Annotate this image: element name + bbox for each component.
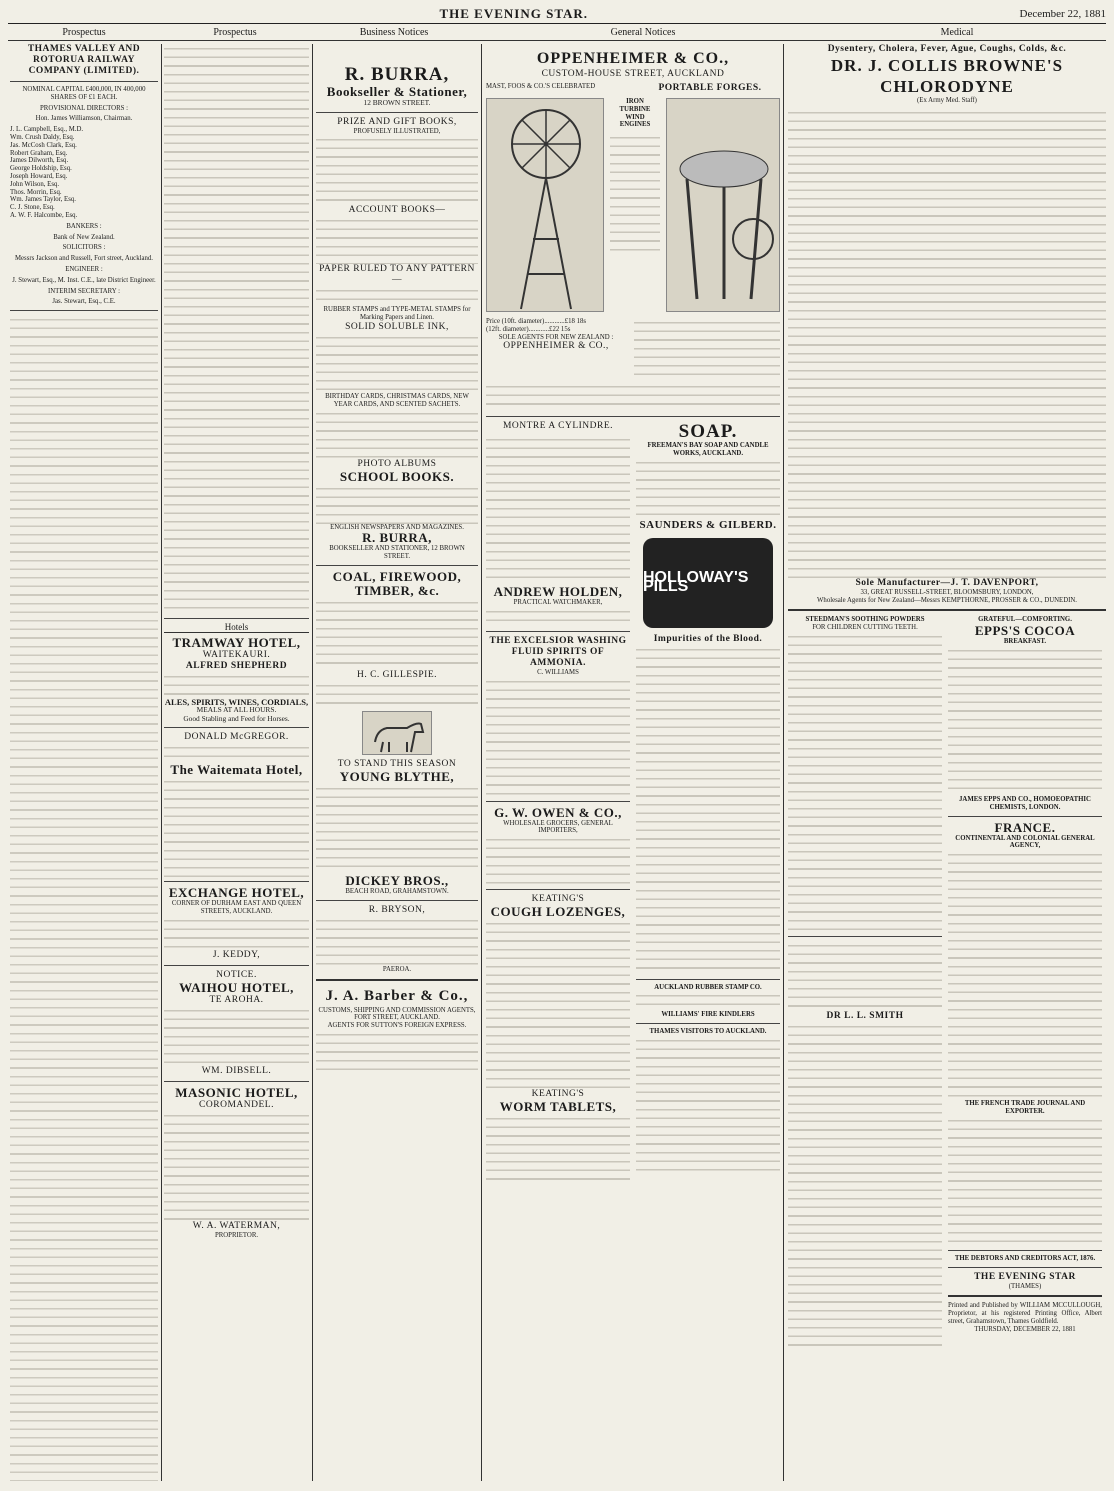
tramway-hotel: TRAMWAY HOTEL, <box>172 634 301 650</box>
steedman-sub: FOR CHILDREN CUTTING TEETH. <box>812 624 918 632</box>
soap-heading: SOAP. <box>678 421 738 442</box>
magazines: ENGLISH NEWSPAPERS AND MAGAZINES. <box>330 523 464 531</box>
owen-co: G. W. OWEN & CO., <box>494 804 622 820</box>
williams-name: C. WILLIAMS <box>537 668 579 676</box>
keatings-label: KEATING'S <box>531 894 585 905</box>
solid-ink: SOLID SOLUBLE INK, <box>345 321 449 332</box>
saunders-gilberd: SAUNDERS & GILBERD. <box>639 518 777 531</box>
solicitors-heading: SOLICITORS : <box>62 244 106 252</box>
secretary: Jas. Stewart, Esq., C.E. <box>52 298 116 306</box>
holloway-seal-illustration <box>643 538 773 628</box>
mcgregor-name: DONALD McGREGOR. <box>184 732 289 743</box>
bankers: Bank of New Zealand. <box>53 233 115 241</box>
barber-address: FORT STREET, AUCKLAND. <box>354 1014 440 1022</box>
list-item: Robert Graham, Esq. <box>10 149 68 157</box>
list-item: Wm. James Taylor, Esq. <box>10 196 76 204</box>
burra-title: R. BURRA, <box>344 64 450 85</box>
engines-label: IRON TURBINE WIND ENGINES <box>619 98 651 129</box>
masonic-location: COROMANDEL. <box>199 1099 274 1110</box>
thames-label: (THAMES) <box>1008 1282 1042 1290</box>
burra-repeat: R. BURRA, <box>362 530 432 546</box>
dickey-address: BEACH ROAD, GRAHAMSTOWN. <box>345 887 449 895</box>
list-item: James Dilworth, Esq. <box>10 157 69 165</box>
excelsior-fluid: THE EXCELSIOR WASHING FLUID SPIRITS OF AMMONIA. <box>489 635 627 668</box>
kempthorne-agents: Wholesale Agents for New Zealand—Messrs KEMPTHORNE, PROSSER & CO., DUNEDIN. <box>817 596 1077 604</box>
forge-illustration <box>666 98 780 312</box>
column-rule <box>783 44 784 1481</box>
prospectus-body-text <box>10 315 158 1481</box>
chlorodyne-text <box>788 108 1106 578</box>
column-rule <box>161 44 162 1481</box>
barber-subtitle: CUSTOMS, SHIPPING AND COMMISSION AGENTS, <box>318 1006 476 1014</box>
young-blythe: YOUNG BLYTHE, <box>339 768 455 784</box>
engineer-heading: ENGINEER : <box>65 265 103 273</box>
montre-cylindre: MONTRE A CYLINDRE. <box>502 421 614 431</box>
paper-ruled: PAPER RULED TO ANY PATTERN— <box>319 264 475 286</box>
masonic-hotel: MASONIC HOTEL, <box>175 1084 298 1100</box>
shepherd-name: ALFRED SHEPHERD <box>185 660 288 671</box>
ales-line: ALES, SPIRITS, WINES, CORDIALS, <box>164 696 309 707</box>
account-books: ACCOUNT BOOKS— <box>348 205 446 216</box>
stand-season: TO STAND THIS SEASON <box>337 758 457 769</box>
steedman-powders: STEEDMAN'S SOOTHING POWDERS <box>805 616 925 624</box>
prize-books: PRIZE AND GIFT BOOKS, <box>337 116 457 127</box>
section-head-4: General Notices <box>478 27 808 41</box>
davenport-address: 33, GREAT RUSSELL-STREET, BLOOMSBURY, LONDON, <box>860 588 1034 596</box>
birthday-cards: BIRTHDAY CARDS, CHRISTMAS CARDS, NEW YEAR CARDS, AND SCENTED SACHETS. <box>325 392 469 408</box>
section-head-2: Prospectus <box>160 27 310 41</box>
list-item: C. J. Stone, Esq. <box>10 204 55 212</box>
coal-heading: COAL, FIREWOOD, TIMBER, &c. <box>332 568 462 598</box>
french-trade-journal: THE FRENCH TRADE JOURNAL AND EXPORTER. <box>964 1100 1086 1115</box>
waterman-name: W. A. WATERMAN, <box>192 1220 281 1231</box>
epps-cocoa: EPPS'S COCOA <box>974 623 1076 639</box>
list-item: A. W. F. Halcombe, Esq. <box>10 211 78 219</box>
column-medical <box>788 44 1106 1481</box>
freemans-bay: FREEMAN'S BAY SOAP AND CANDLE WORKS, AUCKLAND. <box>647 442 769 457</box>
holloway-seal-text: HOLLOWAY'S PILLS <box>643 569 749 595</box>
directors-list <box>10 126 158 220</box>
sole-agents: SOLE AGENTS FOR NEW ZEALAND : <box>498 333 614 341</box>
section-head-3: Business Notices <box>310 27 478 41</box>
column-rule <box>481 44 482 1481</box>
dibsell-name: WM. DIBSELL. <box>201 1065 272 1076</box>
grateful-comforting: GRATEFUL—COMFORTING. <box>978 616 1072 624</box>
exchange-location: CORNER OF DURHAM EAST AND QUEEN STREETS, AUCKLAND. <box>171 900 302 916</box>
burra-subtitle: Bookseller & Stationer, <box>326 84 468 99</box>
meals-line: MEALS AT ALL HOURS. <box>196 705 277 715</box>
waihou-hotel: WAIHOU HOTEL, <box>179 979 294 995</box>
impurities-blood: Impurities of the Blood. <box>653 633 763 644</box>
hotels-heading: Hotels <box>164 623 309 633</box>
cough-lozenges: COUGH LOZENGES, <box>490 904 626 920</box>
france-heading: FRANCE. <box>994 819 1056 835</box>
windmill-illustration <box>486 98 604 312</box>
epps-company: JAMES EPPS AND CO., HOMOEOPATHIC CHEMISTS, LONDON. <box>959 795 1091 811</box>
bryson-name: R. BRYSON, <box>368 904 426 915</box>
dysentery-heading: Dysentery, Cholera, Fever, Ague, Coughs, Colds, &c. <box>827 44 1067 54</box>
portable-forges: PORTABLE FORGES. <box>658 83 762 93</box>
army-staff: (Ex Army Med. Staff) <box>917 97 977 104</box>
burra-address: 12 BROWN STREET. <box>363 98 431 107</box>
gillespie-name: H. C. GILLESPIE. <box>356 669 438 680</box>
nominal-capital: NOMINAL CAPITAL £400,000, IN 400,000 SHARES OF £1 EACH. <box>22 86 146 101</box>
list-item: Joseph Howard, Esq. <box>10 172 68 180</box>
imprint-date: THURSDAY, DECEMBER 22, 1881 <box>974 1325 1076 1333</box>
rubber-stamp-co: AUCKLAND RUBBER STAMP CO. <box>654 983 762 991</box>
debtors-act: THE DEBTORS AND CREDITORS ACT, 1876. <box>954 1254 1096 1262</box>
tramway-location: WAITEKAURI. <box>202 649 271 660</box>
column-general-notices <box>486 44 780 1481</box>
printer-imprint: Printed and Published by WILLIAM MCCULLOUGH, Proprietor, at his registered Printing Office, Albert street, Grahamstown, Thames Goldfield. <box>948 1302 1102 1325</box>
list-item: J. L. Campbell, Esq., M.D. <box>10 126 84 134</box>
notice-heading: NOTICE. <box>216 969 257 980</box>
list-item: John Wilson, Esq. <box>10 180 60 188</box>
masthead <box>8 4 1106 24</box>
waitemata-hotel: The Waitemata Hotel, <box>170 762 303 778</box>
section-head-5: Medical <box>808 27 1106 41</box>
keatings-label-2: KEATING'S <box>531 1089 585 1100</box>
customs-street: CUSTOM-HOUSE STREET, AUCKLAND <box>541 69 725 79</box>
list-item: Jas. McCosh Clark, Esq. <box>10 141 77 149</box>
evening-star-label: THE EVENING STAR <box>974 1271 1076 1282</box>
mast-foos: MAST, FOOS & CO.'S CELEBRATED <box>486 83 596 90</box>
directors-heading: PROVISIONAL DIRECTORS : <box>40 104 128 112</box>
thames-visitors: THAMES VISITORS TO AUCKLAND. <box>649 1028 767 1036</box>
keddy-name: J. KEDDY, <box>212 949 261 960</box>
collis-browne-title: DR. J. COLLIS BROWNE'S CHLORODYNE <box>830 56 1064 96</box>
school-books: SCHOOL BOOKS. <box>339 468 455 484</box>
burra-repeat-sub: BOOKSELLER AND STATIONER, 12 BROWN STREET. <box>329 545 465 561</box>
exchange-hotel: EXCHANGE HOTEL, <box>168 885 305 901</box>
price-12ft: (12ft. diameter)............£22 15s <box>486 325 571 333</box>
photo-albums: PHOTO ALBUMS <box>357 458 437 469</box>
price-10ft: Price (10ft. diameter)............£18 18s <box>486 318 587 325</box>
rubber-stamps: RUBBER STAMPS and TYPE-METAL STAMPS for Marking Papers and Linen. <box>323 306 471 322</box>
column-prospectus-1 <box>10 44 158 1481</box>
davenport-manufacturer: Sole Manufacturer—J. T. DAVENPORT, <box>855 577 1039 588</box>
section-headings <box>8 27 1106 41</box>
list-item: George Holdship, Esq. <box>10 165 72 173</box>
oppenheimer-repeat: OPPENHEIMER & CO., <box>503 341 609 352</box>
bankers-heading: BANKERS : <box>66 222 102 230</box>
proprietor-label: PROPRIETOR. <box>214 1231 259 1239</box>
secretary-heading: INTERIM SECRETARY : <box>47 287 121 295</box>
column-rule <box>312 44 313 1481</box>
worm-tablets: WORM TABLETS, <box>499 1099 617 1115</box>
engineer: J. Stewart, Esq., M. Inst. C.E., late District Engineer. <box>12 276 156 284</box>
railway-title: THAMES VALLEY AND ROTORUA RAILWAY COMPANY (LIMITED). <box>27 44 141 76</box>
solicitors: Messrs Jackson and Russell, Fort street, Auckland. <box>15 255 153 263</box>
section-head-1: Prospectus <box>8 27 160 41</box>
continental-agency: CONTINENTAL AND COLONIAL GENERAL AGENCY, <box>955 834 1095 850</box>
stabling-line: Good Stabling and Feed for Horses. <box>183 713 290 723</box>
fire-kindlers: WILLIAMS' FIRE KINDLERS <box>661 1011 755 1019</box>
owen-subtitle: WHOLESALE GROCERS, GENERAL IMPORTERS, <box>503 819 613 835</box>
list-item: Thos. Morrin, Esq. <box>10 188 62 196</box>
bryson-paeroa: PAEROA. <box>382 965 412 973</box>
dickey-bros: DICKEY BROS., <box>345 872 449 888</box>
waihou-location: TE AROHA. <box>209 994 264 1005</box>
holden-watchmaker: PRACTICAL WATCHMAKER, <box>513 599 603 606</box>
horse-illustration <box>362 711 432 755</box>
sutton-express: AGENTS FOR SUTTON'S FOREIGN EXPRESS. <box>327 1022 467 1030</box>
column-prospectus-2 <box>164 44 309 1481</box>
column-business-notices <box>316 44 478 1481</box>
oppenheimer-title: OPPENHEIMER & CO., <box>536 50 730 67</box>
illustrated: PROFUSELY ILLUSTRATED, <box>353 127 441 135</box>
andrew-holden: ANDREW HOLDEN, <box>493 584 623 599</box>
list-item: Wm. Crush Daldy, Esq. <box>10 133 75 141</box>
dr-smith: DR L. L. SMITH <box>826 1010 904 1021</box>
breakfast: BREAKFAST. <box>1003 638 1047 646</box>
newspaper-title: THE EVENING STAR. <box>439 5 589 21</box>
chairman: Hon. James Williamson, Chairman. <box>35 115 133 123</box>
barber-title: J. A. Barber & Co., <box>325 987 469 1004</box>
prospectus-continued-text <box>164 44 309 614</box>
issue-date: December 22, 1881 <box>1019 7 1106 20</box>
